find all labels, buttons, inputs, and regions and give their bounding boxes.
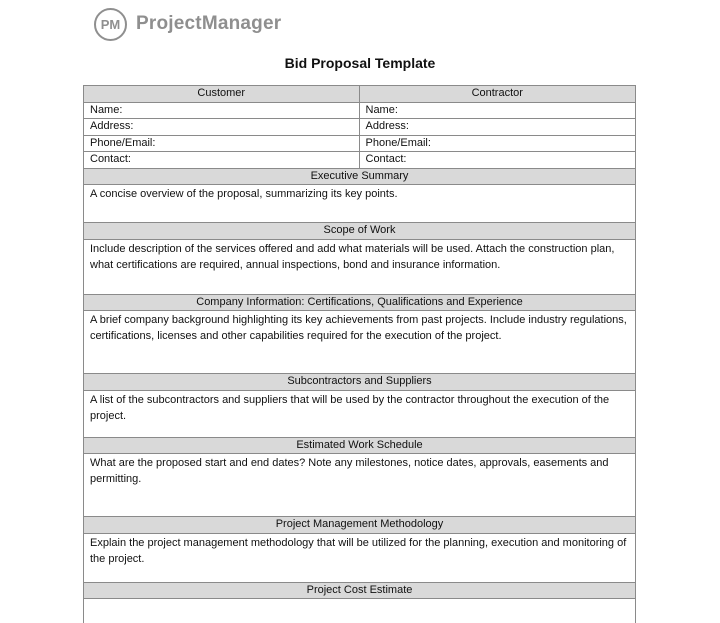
section-heading: Company Information: Certifications, Qualifications and Experience	[84, 295, 635, 312]
customer-field[interactable]: Address:	[84, 119, 360, 136]
contractor-column-header: Contractor	[360, 86, 636, 103]
section-body[interactable]: A concise overview of the proposal, summarizing its key points.	[84, 185, 635, 223]
projectmanager-logo	[94, 7, 281, 41]
section-heading: Project Management Methodology	[84, 517, 635, 534]
section-body[interactable]: A brief company background highlighting its key achievements from past projects. Include industry regulations, certifications, licenses and other capabilities required for the execution of the project.	[84, 311, 635, 374]
contractor-field[interactable]: Address:	[360, 119, 636, 136]
contractor-field[interactable]: Phone/Email:	[360, 136, 636, 153]
pm-logo-icon: PM	[94, 8, 127, 41]
section-heading: Executive Summary	[84, 169, 635, 186]
proposal-sections	[84, 169, 635, 623]
party-row	[84, 119, 635, 136]
section-body[interactable]: Explain the project management methodology that will be utilized for the planning, execution and monitoring of the project.	[84, 534, 635, 583]
document-title: Bid Proposal Template	[284, 55, 436, 71]
party-row	[84, 152, 635, 169]
contractor-field[interactable]: Contact:	[360, 152, 636, 169]
parties-rows	[84, 103, 635, 169]
section-heading: Scope of Work	[84, 223, 635, 240]
party-row	[84, 103, 635, 120]
proposal-form	[83, 85, 636, 623]
section-heading: Project Cost Estimate	[84, 583, 635, 600]
brand-name: ProjectManager	[136, 13, 282, 34]
customer-field[interactable]: Name:	[84, 103, 360, 120]
section-heading: Subcontractors and Suppliers	[84, 374, 635, 391]
section-body[interactable]: What are the proposed start and end dates? Note any milestones, notice dates, approvals, easements and permitting.	[84, 454, 635, 517]
contractor-field[interactable]: Name:	[360, 103, 636, 120]
parties-header-row	[84, 86, 635, 103]
customer-field[interactable]: Contact:	[84, 152, 360, 169]
party-row	[84, 136, 635, 153]
section-heading: Estimated Work Schedule	[84, 438, 635, 455]
section-body[interactable]: A list of the subcontractors and suppliers that will be used by the contractor throughout the execution of the project.	[84, 391, 635, 438]
customer-column-header: Customer	[84, 86, 360, 103]
customer-field[interactable]: Phone/Email:	[84, 136, 360, 153]
section-body[interactable]	[84, 599, 635, 623]
section-body[interactable]: Include description of the services offered and add what materials will be used. Attach the construction plan, what certifications are required, annual inspections, bond and insurance information.	[84, 240, 635, 295]
